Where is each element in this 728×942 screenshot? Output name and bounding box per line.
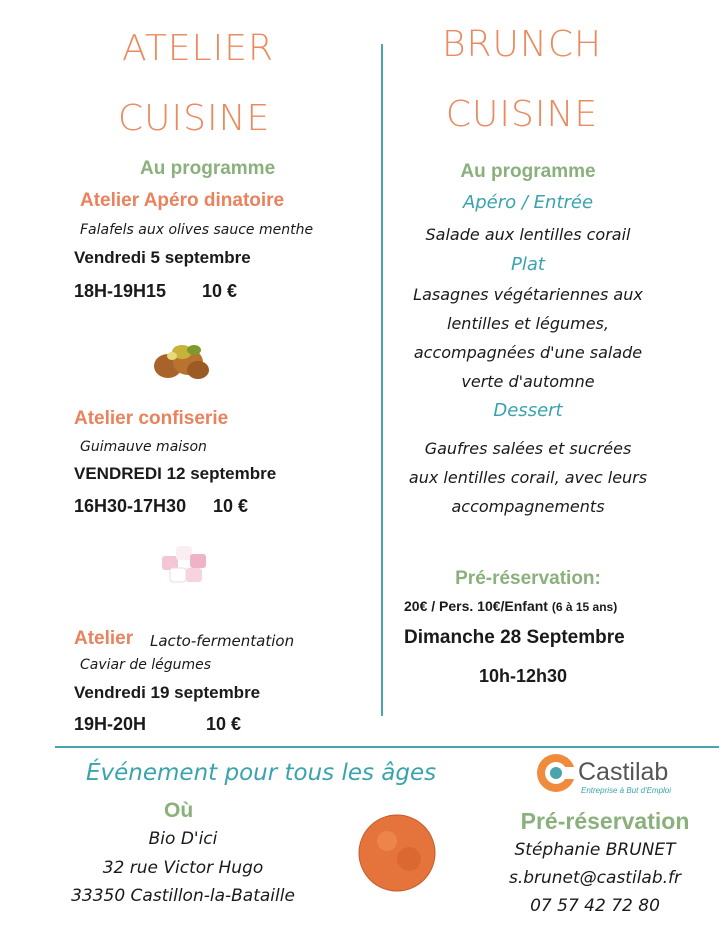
workshop2-price: 10 €: [213, 496, 249, 516]
workshop3-name: Atelier: [74, 628, 134, 649]
brunch-prices: 20€ / Pers. 10€/Enfant: [404, 598, 548, 614]
footer-where-label: Où: [164, 799, 194, 822]
left-programme-label: Au programme: [140, 158, 276, 179]
contact-name: Stéphanie BRUNET: [514, 840, 676, 860]
castilab-logo-name: Castilab: [578, 758, 669, 786]
left-title-line2: CUISINE: [118, 98, 271, 139]
marshmallow-image: [156, 538, 214, 588]
right-programme-label: Au programme: [460, 161, 596, 182]
right-title-line1: BRUNCH: [441, 24, 603, 65]
workshop1-price: 10 €: [202, 281, 238, 301]
contact-email[interactable]: s.brunet@castilab.fr: [508, 868, 682, 888]
brunch-time: 10h-12h30: [479, 666, 568, 686]
footer-divider: [55, 746, 719, 748]
castilab-logo-subtitle: Entreprise à But d'Emploi: [581, 786, 672, 795]
castilab-logo-icon: [536, 753, 576, 793]
workshop3-date: Vendredi 19 septembre: [74, 683, 261, 702]
footer-prereservation-label: Pré-réservation: [520, 808, 690, 834]
footer-tagline: Événement pour tous les âges: [86, 760, 437, 786]
workshop3-name-suffix: Lacto-fermentation: [150, 632, 295, 650]
right-title-line2: CUISINE: [445, 94, 599, 135]
dessert-line1: Gaufres salées et sucrées: [424, 439, 632, 458]
main-dish-line4: verte d'automne: [461, 372, 595, 391]
workshop3-dish: Caviar de légumes: [80, 657, 212, 673]
left-title-line1: ATELIER: [122, 28, 275, 69]
main-label: Plat: [511, 254, 545, 275]
contact-phone[interactable]: 07 57 42 72 80: [530, 896, 660, 916]
workshop2-time: 16H30-17H30: [74, 496, 187, 516]
dessert-line3: accompagnements: [451, 497, 605, 516]
workshop2-name: Atelier confiserie: [74, 408, 229, 429]
workshop3-time: 19H-20H: [74, 714, 147, 734]
right-prereservation-label: Pré-réservation:: [455, 568, 601, 589]
dessert-line2: aux lentilles corail, avec leurs: [408, 468, 648, 487]
workshop1-dish: Falafels aux olives sauce menthe: [80, 222, 314, 238]
main-dish-line3: accompagnées d'une salade: [413, 343, 643, 362]
aperitif-dish: Salade aux lentilles corail: [425, 225, 631, 244]
main-dish-line1: Lasagnes végétariennes aux: [413, 285, 643, 304]
aperitif-label: Apéro / Entrée: [462, 192, 594, 213]
workshop3-price: 10 €: [206, 714, 242, 734]
lentils-image: [357, 813, 437, 893]
venue-name: Bio D'ici: [148, 829, 218, 849]
workshop2-date: VENDREDI 12 septembre: [74, 464, 277, 483]
brunch-date: Dimanche 28 Septembre: [404, 627, 625, 648]
dessert-label: Dessert: [493, 400, 563, 421]
workshop1-time: 18H-19H15: [74, 281, 167, 301]
venue-street: 32 rue Victor Hugo: [102, 858, 264, 878]
falafel-image: [148, 334, 214, 384]
venue-city: 33350 Castillon-la-Bataille: [71, 886, 295, 906]
brunch-prices-note: (6 à 15 ans): [551, 600, 618, 614]
brunch-prices-line: [404, 598, 617, 614]
workshop2-dish: Guimauve maison: [80, 439, 207, 455]
main-dish-line2: lentilles et légumes,: [447, 314, 609, 333]
workshop1-date: Vendredi 5 septembre: [74, 248, 251, 267]
column-divider: [381, 44, 383, 716]
workshop1-name: Atelier Apéro dinatoire: [80, 190, 285, 211]
